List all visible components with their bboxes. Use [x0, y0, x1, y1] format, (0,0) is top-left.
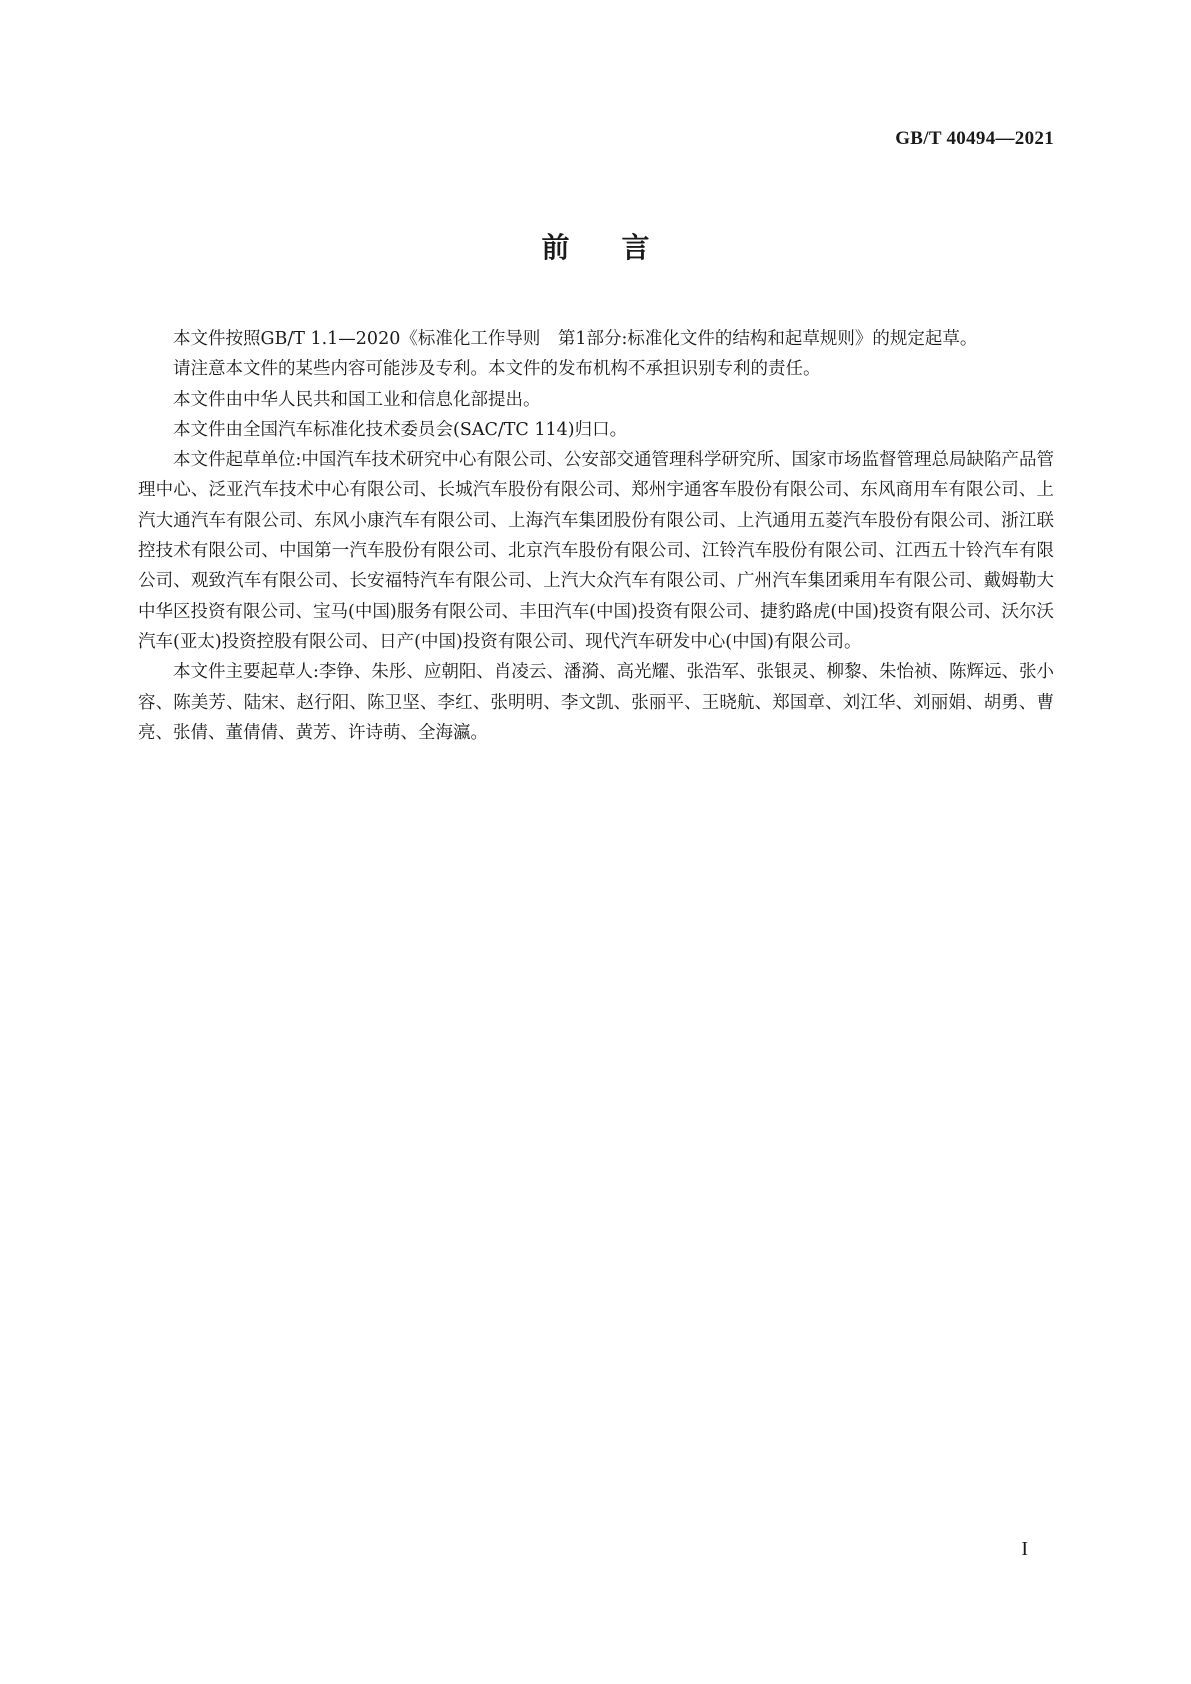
standard-number: GB/T 40494—2021 — [895, 128, 1054, 149]
page-title-char-2: 言 — [621, 231, 650, 264]
paragraph-drafting-organizations: 本文件起草单位:中国汽车技术研究中心有限公司、公安部交通管理科学研究所、国家市场监督管理总局缺陷产品管理中心、泛亚汽车技术中心有限公司、长城汽车股份有限公司、郑州宇通客车股份有限公司、东风商用车有限公司、上汽大通汽车有限公司、东风小康汽车有限公司、上海汽车集团股份有限公司、上汽通用五菱汽车股份有限公司、浙江联控技术有限公司、中国第一汽车股份有限公司、北京汽车股份有限公司、江铃汽车股份有限公司、江西五十铃汽车有限公司、观致汽车有限公司、长安福特汽车有限公司、上汽大众汽车有限公司、广州汽车集团乘用车有限公司、戴姆勒大中华区投资有限公司、宝马(中国)服务有限公司、丰田汽车(中国)投资有限公司、捷豹路虎(中国)投资有限公司、沃尔沃汽车(亚太)投资控股有限公司、日产(中国)投资有限公司、现代汽车研发中心(中国)有限公司。 — [138, 450, 1054, 652]
paragraph-drafting-rules: 本文件按照GB/T 1.1—2020《标准化工作导则 第1部分:标准化文件的结构和起草规则》的规定起草。 — [173, 329, 978, 349]
paragraph-proposer: 本文件由中华人民共和国工业和信息化部提出。 — [173, 389, 541, 410]
paragraph-main-drafters: 本文件主要起草人:李铮、朱彤、应朝阳、肖凌云、潘漪、高光耀、张浩军、张银灵、柳黎、朱怡祯、陈辉远、张小容、陈美芳、陆宋、赵行阳、陈卫坚、李红、张明明、李文凯、张丽平、王晓航、郑国章、刘江华、刘丽娟、胡勇、曹亮、张倩、董倩倩、黄芳、许诗萌、全海瀛。 — [138, 662, 1054, 743]
paragraph-patent-notice: 请注意本文件的某些内容可能涉及专利。本文件的发布机构不承担识别专利的责任。 — [173, 359, 821, 380]
foreword-body — [138, 324, 1054, 748]
page-title — [0, 230, 1191, 266]
page-title-char-1: 前 — [541, 231, 570, 264]
paragraph-technical-committee: 本文件由全国汽车标准化技术委员会(SAC/TC 114)归口。 — [173, 419, 628, 440]
page-number: I — [1021, 1538, 1028, 1560]
